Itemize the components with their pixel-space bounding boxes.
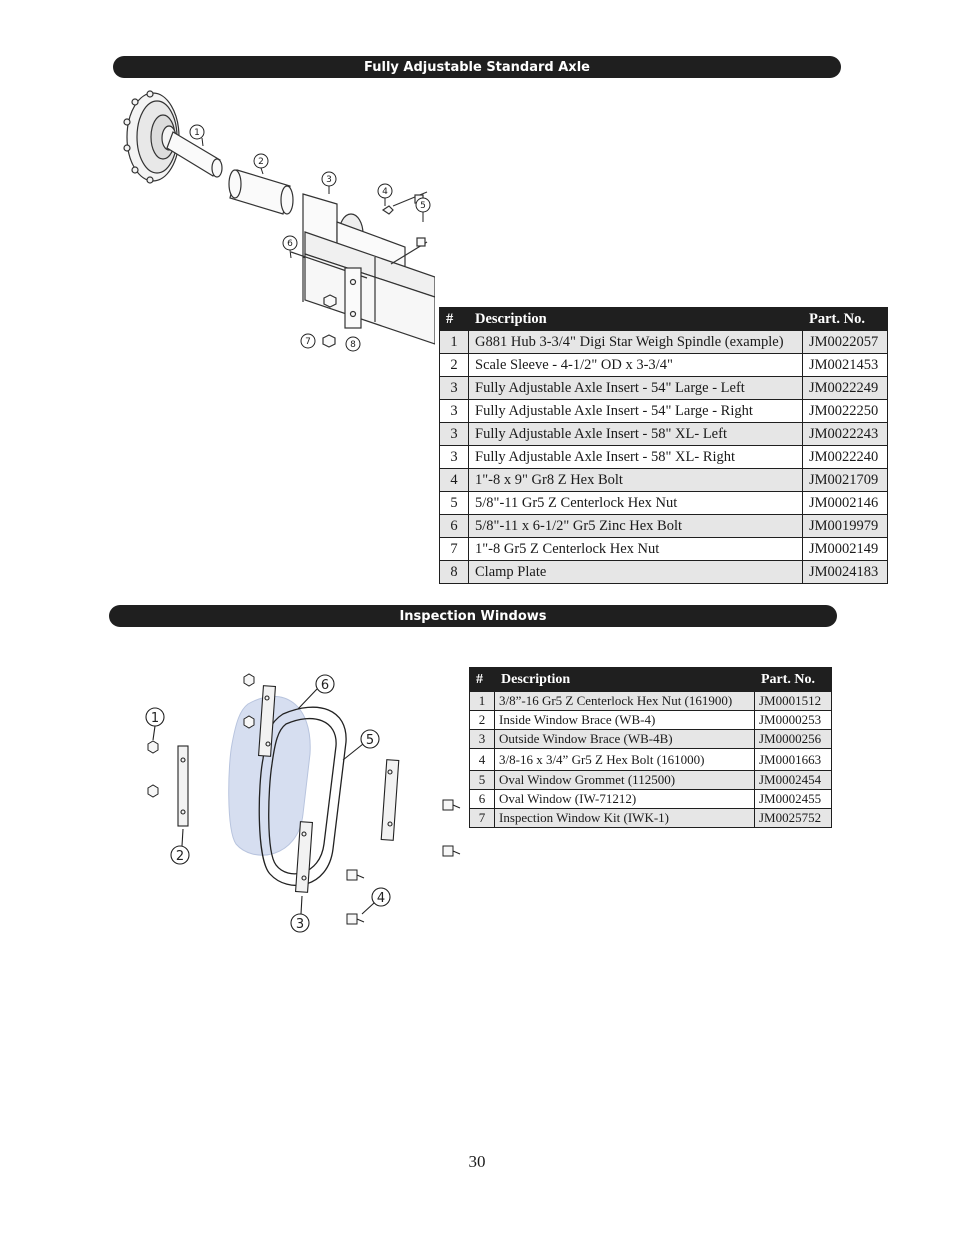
svg-text:4: 4 xyxy=(382,187,388,197)
row-description: Fully Adjustable Axle Insert - 58" XL- Left xyxy=(469,423,803,446)
axle-parts-table xyxy=(439,307,888,584)
row-part-no: JM0002146 xyxy=(803,492,888,515)
section-title: Inspection Windows xyxy=(399,608,547,624)
table-row xyxy=(440,400,888,423)
row-description: Inspection Window Kit (IWK-1) xyxy=(495,809,755,828)
table-row xyxy=(470,711,832,730)
table-row xyxy=(440,561,888,584)
row-description: 1"-8 x 9" Gr8 Z Hex Bolt xyxy=(469,469,803,492)
svg-text:4: 4 xyxy=(376,891,386,906)
row-part-no: JM0022240 xyxy=(803,446,888,469)
header-part-no: Part. No. xyxy=(755,668,832,692)
row-part-no: JM0022057 xyxy=(803,331,888,354)
table-row xyxy=(470,749,832,771)
row-number: 3 xyxy=(440,377,469,400)
row-number: 7 xyxy=(440,538,469,561)
row-part-no: JM0001512 xyxy=(755,692,832,711)
row-description: Fully Adjustable Axle Insert - 54" Large - Left xyxy=(469,377,803,400)
table-row xyxy=(440,354,888,377)
table-row xyxy=(440,423,888,446)
row-description: 3/8-16 x 3/4” Gr5 Z Hex Bolt (161000) xyxy=(495,749,755,771)
row-number: 3 xyxy=(440,400,469,423)
header-description: Description xyxy=(495,668,755,692)
header-number: # xyxy=(440,308,469,331)
svg-text:8: 8 xyxy=(350,340,356,350)
row-part-no: JM0002149 xyxy=(803,538,888,561)
row-number: 4 xyxy=(440,469,469,492)
row-part-no: JM0001663 xyxy=(755,749,832,771)
row-part-no: JM0019979 xyxy=(803,515,888,538)
row-number: 2 xyxy=(470,711,495,730)
row-number: 5 xyxy=(470,771,495,790)
section-banner-inspection xyxy=(109,605,837,627)
row-description: 3/8”-16 Gr5 Z Centerlock Hex Nut (161900) xyxy=(495,692,755,711)
row-description: 5/8"-11 Gr5 Z Centerlock Hex Nut xyxy=(469,492,803,515)
row-number: 2 xyxy=(440,354,469,377)
table-header-row xyxy=(470,668,832,692)
svg-text:3: 3 xyxy=(326,175,332,185)
row-part-no: JM0000253 xyxy=(755,711,832,730)
row-number: 6 xyxy=(470,790,495,809)
clamp-plate-part xyxy=(345,268,361,328)
row-part-no: JM0021709 xyxy=(803,469,888,492)
row-part-no: JM0000256 xyxy=(755,730,832,749)
row-number: 8 xyxy=(440,561,469,584)
row-number: 7 xyxy=(470,809,495,828)
svg-text:7: 7 xyxy=(305,337,311,347)
header-part-no: Part. No. xyxy=(803,308,888,331)
row-description: Scale Sleeve - 4-1/2" OD x 3-3/4" xyxy=(469,354,803,377)
page-number: 30 xyxy=(468,1152,486,1171)
svg-text:2: 2 xyxy=(258,157,264,167)
section-title: Fully Adjustable Standard Axle xyxy=(364,59,590,75)
header-number: # xyxy=(470,668,495,692)
table-row xyxy=(470,771,832,790)
row-description: 5/8"-11 x 6-1/2" Gr5 Zinc Hex Bolt xyxy=(469,515,803,538)
table-row xyxy=(440,538,888,561)
table-row xyxy=(440,515,888,538)
svg-text:5: 5 xyxy=(365,733,375,748)
window-parts-table xyxy=(469,667,832,828)
row-part-no: JM0025752 xyxy=(755,809,832,828)
header-description: Description xyxy=(469,308,803,331)
table-header-row xyxy=(440,308,888,331)
row-number: 6 xyxy=(440,515,469,538)
row-number: 5 xyxy=(440,492,469,515)
row-number: 1 xyxy=(440,331,469,354)
row-number: 4 xyxy=(470,749,495,771)
row-part-no: JM0002455 xyxy=(755,790,832,809)
row-description: Fully Adjustable Axle Insert - 58" XL- Right xyxy=(469,446,803,469)
svg-text:6: 6 xyxy=(287,239,293,249)
row-description: Clamp Plate xyxy=(469,561,803,584)
row-number: 3 xyxy=(440,423,469,446)
row-number: 3 xyxy=(440,446,469,469)
table-row xyxy=(470,692,832,711)
table-row xyxy=(440,492,888,515)
section-banner-axle xyxy=(113,56,841,78)
row-description: G881 Hub 3-3/4" Digi Star Weigh Spindle (example) xyxy=(469,331,803,354)
svg-text:1: 1 xyxy=(194,128,200,138)
row-description: Fully Adjustable Axle Insert - 54" Large - Right xyxy=(469,400,803,423)
row-part-no: JM0002454 xyxy=(755,771,832,790)
svg-text:1: 1 xyxy=(150,711,160,726)
table-row xyxy=(470,790,832,809)
table-row xyxy=(470,809,832,828)
table-row xyxy=(440,469,888,492)
row-description: Oval Window Grommet (112500) xyxy=(495,771,755,790)
row-part-no: JM0022250 xyxy=(803,400,888,423)
svg-text:5: 5 xyxy=(420,201,426,211)
table-row xyxy=(470,730,832,749)
row-description: 1"-8 Gr5 Z Centerlock Hex Nut xyxy=(469,538,803,561)
row-description: Outside Window Brace (WB-4B) xyxy=(495,730,755,749)
inspection-window-diagram xyxy=(138,664,468,936)
row-number: 1 xyxy=(470,692,495,711)
row-part-no: JM0022249 xyxy=(803,377,888,400)
table-row xyxy=(440,331,888,354)
table-row xyxy=(440,377,888,400)
row-description: Inside Window Brace (WB-4) xyxy=(495,711,755,730)
svg-text:2: 2 xyxy=(175,849,185,864)
svg-text:3: 3 xyxy=(295,917,305,932)
svg-text:6: 6 xyxy=(320,678,330,693)
table-row xyxy=(440,446,888,469)
row-number: 3 xyxy=(470,730,495,749)
row-part-no: JM0021453 xyxy=(803,354,888,377)
window-bolts xyxy=(347,800,460,924)
row-description: Oval Window (IW-71212) xyxy=(495,790,755,809)
axle-exploded-diagram xyxy=(105,82,435,372)
row-part-no: JM0022243 xyxy=(803,423,888,446)
row-part-no: JM0024183 xyxy=(803,561,888,584)
